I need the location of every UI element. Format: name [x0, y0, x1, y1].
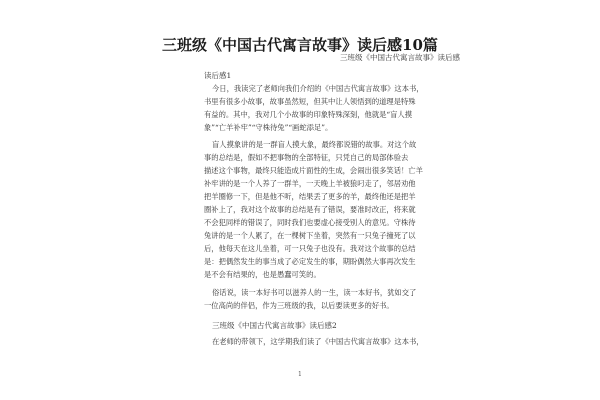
- paragraph-line: 今日，我读完了老师向我们介绍的《中国古代寓言故事》这本书，: [212, 84, 424, 93]
- paragraph-line: 盲人摸象讲的是一群盲人摸大象，最终都说错的故事。对这个故: [212, 140, 417, 149]
- paragraph-line: 补牢讲的是一个人养了一群羊，一天晚上羊被狼叼走了，邻居劝他: [204, 179, 416, 188]
- page-number: 1: [298, 371, 302, 378]
- paragraph-line: 后，他每天在这儿坐着，可一只兔子也没有。我对这个故事的总结: [204, 244, 416, 253]
- paragraph-line: 书里有很多小故事，故事虽然短，但其中让人领悟到的道理是特殊: [204, 97, 416, 106]
- paragraph-line: 不会犯同样的错误了，同时我们也要虚心接受别人的意见。守株待: [204, 218, 416, 227]
- document-title: 三班级《中国古代寓言故事》读后感10篇: [162, 36, 438, 54]
- paragraph-line: 把羊圈修一下，但是他不听，结果丢了更多的羊，最终他还是把羊: [204, 192, 416, 201]
- paragraph-line: 在老师的带领下，这学期我们读了《中国古代寓言故事》这本书，: [212, 337, 424, 346]
- section-heading-2: 三班级《中国古代寓言故事》读后感2: [212, 321, 337, 330]
- paragraph-line: 一位高尚的伴侣，作为三班级的我，以后要读更多的好书。: [204, 301, 394, 310]
- document-subtitle: 三班级《中国古代寓言故事》读后感: [340, 53, 460, 62]
- paragraph-line: 兔讲的是一个人累了，在一棵树下坐着，突然有一只兔子撞死了以: [204, 231, 416, 240]
- section-heading-1: 读后感1: [204, 71, 232, 80]
- paragraph-line: 是不会有结果的，也是愚蠢可笑的。: [204, 270, 321, 279]
- paragraph-line: 有益的。其中，我对几个小故事的印象特殊深刻，他就是“盲人摸: [204, 110, 413, 119]
- paragraph-line: 圈补上了，我对这个故事的总结是有了错误，要准时改正，将来就: [204, 205, 416, 214]
- paragraph-line: 象”“亡羊补牢”“守株待兔”“画蛇添足”。: [204, 123, 333, 132]
- paragraph-line: 是：把偶然发生的事当成了必定发生的事，期盼偶然大事再次发生: [204, 257, 416, 266]
- paragraph-line: 事的总结是，假如不把事物的全部特征，只凭自己的局部体验去: [204, 153, 409, 162]
- paragraph-line: 描述这个事物，最终只能造成片面性的生成，会闹出很多笑话！亡羊: [204, 166, 423, 175]
- paragraph-line: 俗话说，读一本好书可以滋养人的一生，读一本好书，犹如交了: [212, 288, 417, 297]
